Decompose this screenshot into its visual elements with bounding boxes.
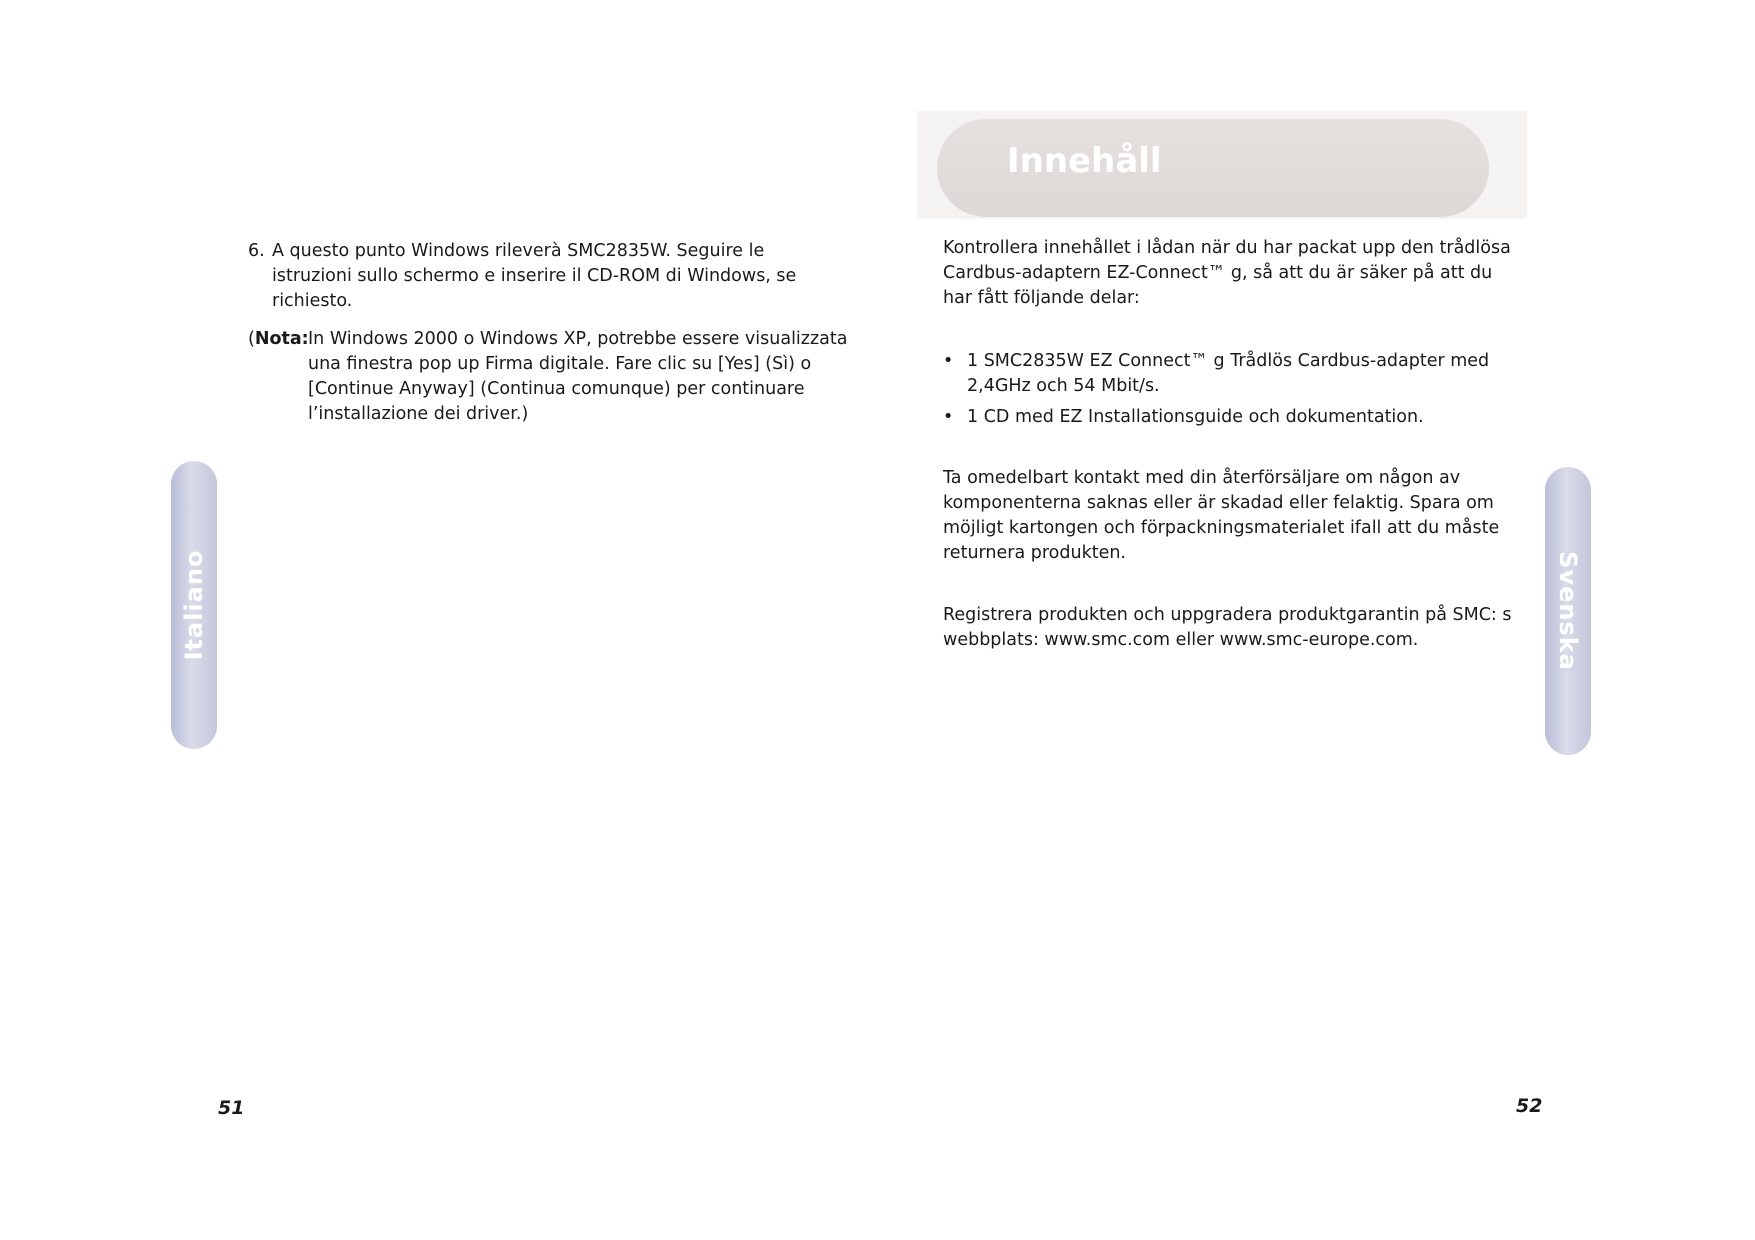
list-item-text: 1 SMC2835W EZ Connect™ g Trådlös Cardbus-adapter med 2,4GHz och 54 Mbit/s.: [967, 351, 1490, 396]
note-block: [248, 327, 848, 427]
contact-paragraph: Ta omedelbart kontakt med din återförsäljare om någon av komponenterna saknas eller är skadad eller felaktig. Spara om möjligt kartongen och förpackningsmaterialet ifall att du måste returnera produkten.: [943, 468, 1500, 563]
left-page: [0, 0, 877, 1240]
list-item: [943, 405, 1503, 430]
page-number-right: 52: [1516, 1095, 1543, 1117]
register-paragraph: Registrera produkten och uppgradera produktgarantin på SMC: s webbplats: www.smc.com eller www.smc-europe.com.: [943, 605, 1512, 650]
step-text: A questo punto Windows rileverà SMC2835W. Seguire le istruzioni sullo schermo e inserire il CD-ROM di Windows, se richiesto.: [272, 241, 797, 311]
side-tab-italiano: [171, 461, 217, 749]
list-item-text: 1 CD med EZ Installationsguide och dokumentation.: [967, 407, 1424, 427]
bullet-icon: •: [943, 351, 954, 371]
installation-step-6: [248, 239, 828, 314]
side-tab-svenska: [1545, 467, 1591, 755]
section-heading: Innehåll: [1007, 141, 1162, 181]
side-tab-label: Italiano: [180, 549, 208, 661]
page-number-left: 51: [218, 1097, 245, 1119]
side-tab-label: Svenska: [1554, 551, 1582, 671]
bullet-icon: •: [943, 407, 954, 427]
note-text: In Windows 2000 o Windows XP, potrebbe essere visualizzata una finestra pop up Firma digitale. Fare clic su [Yes] (Sì) o [Continue Anyway] (Continua comunque) per continuare l’installazione dei driver.): [308, 329, 848, 424]
note-label-text: Nota:: [254, 329, 309, 349]
list-item: [943, 349, 1503, 399]
step-number: 6.: [248, 241, 265, 261]
intro-paragraph: Kontrollera innehållet i lådan när du har packat upp den trådlösa Cardbus-adaptern EZ-Connect™ g, så att du är säker på att du har fått följande delar:: [943, 238, 1511, 308]
note-label: [248, 327, 309, 352]
package-contents-list: [943, 349, 1503, 436]
note-open-paren: (: [248, 329, 255, 349]
